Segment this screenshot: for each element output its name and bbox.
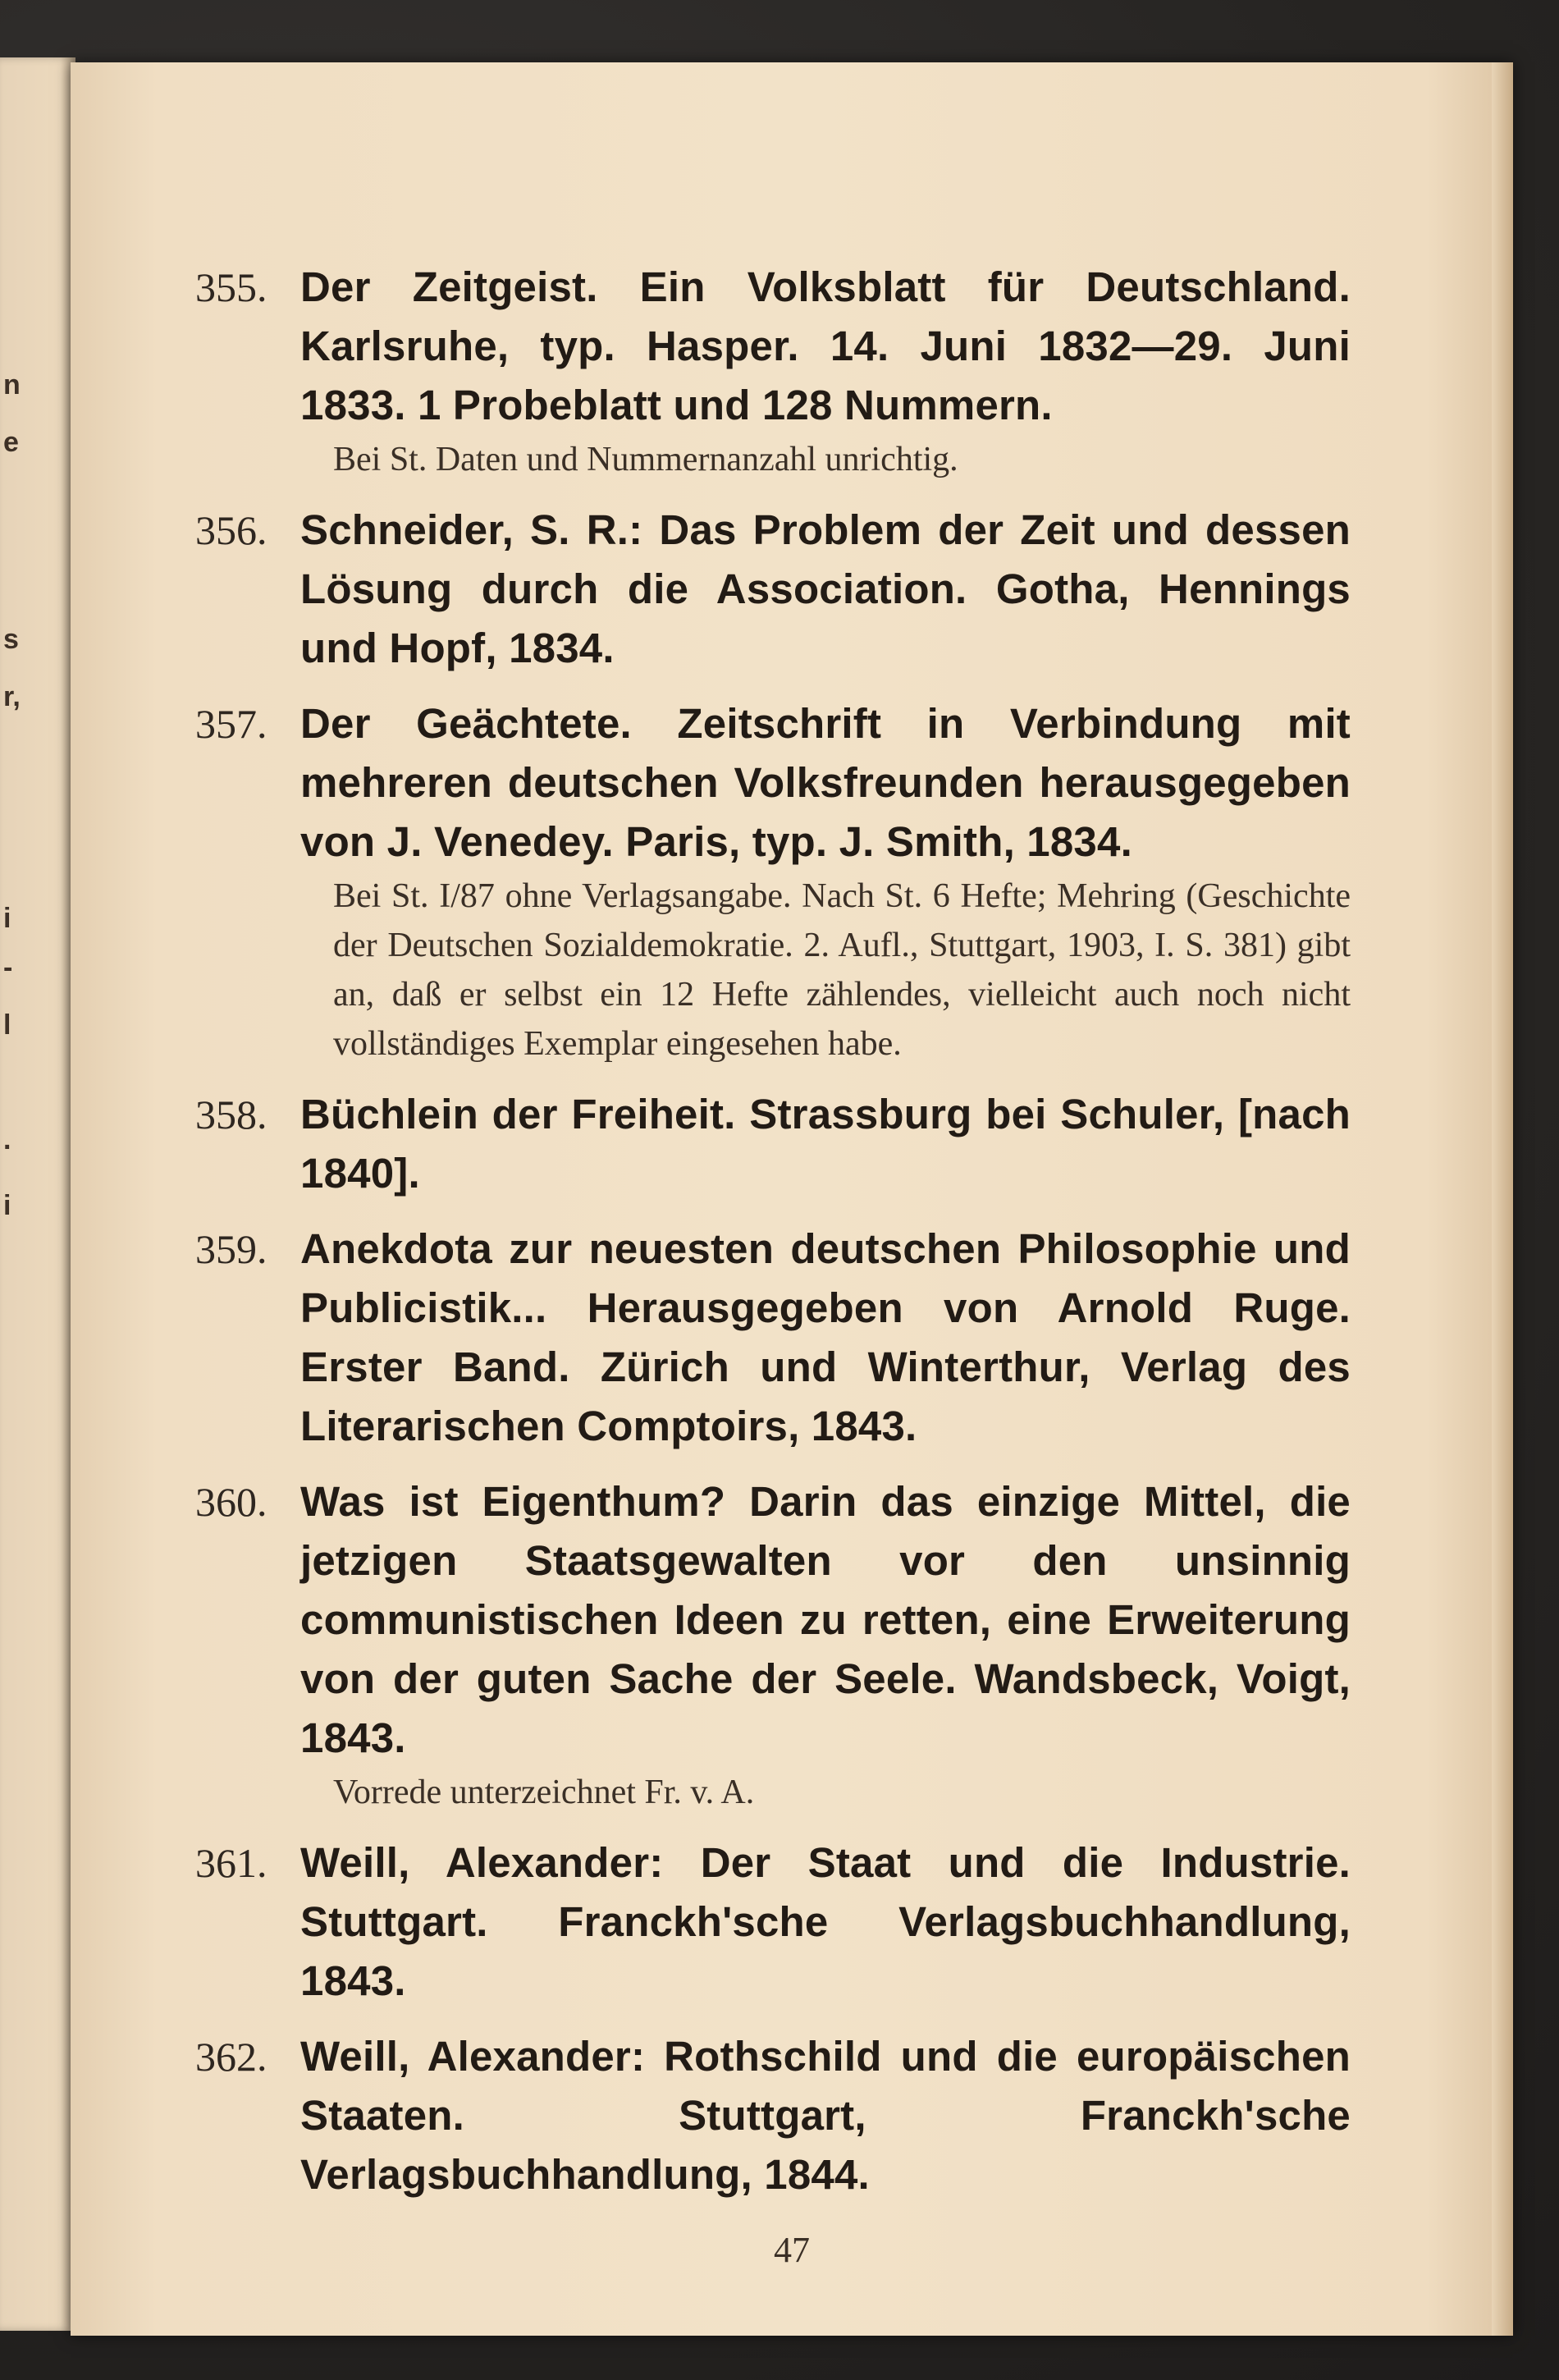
- entry-title: Weill, Alexander: Der Staat und die Industrie. Stuttgart. Franckh'sche Verlagsbuchhandlung, 1843.: [300, 1839, 1351, 2004]
- prev-page-fragment: i: [3, 1190, 11, 1221]
- entry-note: Bei St. Daten und Nummernanzahl unrichtig.: [333, 441, 958, 478]
- entry-title: Weill, Alexander: Rothschild und die europäischen Staaten. Stuttgart, Franckh'sche Verlagsbuchhandlung, 1844.: [300, 2033, 1351, 2198]
- entry-number: 362.: [195, 2034, 267, 2080]
- entry-title: Schneider, S. R.: Das Problem der Zeit und dessen Lösung durch die Association. Gotha, Hennings und Hopf, 1834.: [300, 506, 1351, 671]
- entry-title: Der Geächtete. Zeitschrift in Verbindung mit mehreren deutschen Volksfreunden herausgegeben von J. Venedey. Paris, typ. J. Smith, 1834.: [300, 700, 1351, 865]
- bibliography-entry: [195, 501, 1351, 678]
- entry-title: Der Zeitgeist. Ein Volksblatt für Deutschland. Karlsruhe, typ. Hasper. 14. Juni 1832—29. Juni 1833. 1 Probeblatt und 128 Nummern.: [300, 263, 1351, 428]
- entry-note: Vorrede unterzeichnet Fr. v. A.: [333, 1774, 755, 1811]
- prev-page-fragment: l: [3, 1009, 11, 1041]
- bibliography-entry: [195, 1472, 1351, 1817]
- entry-number: 358.: [195, 1092, 267, 1137]
- page-number: 47: [774, 2230, 810, 2270]
- bibliography-entry: [195, 1085, 1351, 1203]
- entry-number: 355.: [195, 264, 267, 310]
- bibliography-entry: [195, 694, 1351, 1069]
- bibliography-entry: [195, 1220, 1351, 1456]
- bibliography-entry: [195, 258, 1351, 484]
- prev-page-fragment: r,: [3, 681, 21, 712]
- bibliography-entry: [195, 2027, 1351, 2204]
- entry-title: Anekdota zur neuesten deutschen Philosophie und Publicistik... Herausgegeben von Arnold Ruge. Erster Band. Zürich und Winterthur, Verlag des Literarischen Comptoirs, 1843.: [300, 1225, 1351, 1449]
- entry-number: 357.: [195, 701, 267, 747]
- entry-title: Büchlein der Freiheit. Strassburg bei Schuler, [nach 1840].: [300, 1091, 1351, 1197]
- previous-page-edge: [0, 57, 75, 2331]
- book-page: [71, 62, 1513, 2336]
- prev-page-fragment: e: [3, 427, 19, 458]
- entry-number: 361.: [195, 1840, 267, 1886]
- entry-number: 360.: [195, 1479, 267, 1525]
- entry-note: Bei St. I/87 ohne Verlagsangabe. Nach St. 6 Hefte; Mehring (Geschichte der Deutschen Sozialdemokratie. 2. Aufl., Stuttgart, 1903, I. S. 381) gibt an, daß er selbst ein 12 Hefte zählendes, vielleicht auch noch nicht vollständiges Exemplar eingesehen habe.: [333, 877, 1351, 1063]
- entry-title: Was ist Eigenthum? Darin das einzige Mittel, die jetzigen Staatsgewalten vor den unsinnig communistischen Ideen zu retten, eine Erweiterung von der guten Sache der Seele. Wandsbeck, Voigt, 1843.: [300, 1478, 1351, 1761]
- prev-page-fragment: i: [3, 903, 11, 934]
- prev-page-fragment: -: [3, 952, 13, 983]
- bibliography-entry: [195, 1833, 1351, 2011]
- entry-number: 356.: [195, 507, 267, 553]
- entry-number: 359.: [195, 1226, 267, 1272]
- prev-page-fragment: .: [3, 1124, 11, 1156]
- prev-page-fragment: n: [3, 369, 21, 400]
- prev-page-fragment: s: [3, 624, 19, 655]
- bibliography-list: [195, 258, 1351, 2221]
- page-edge-shadow: [1492, 62, 1513, 2336]
